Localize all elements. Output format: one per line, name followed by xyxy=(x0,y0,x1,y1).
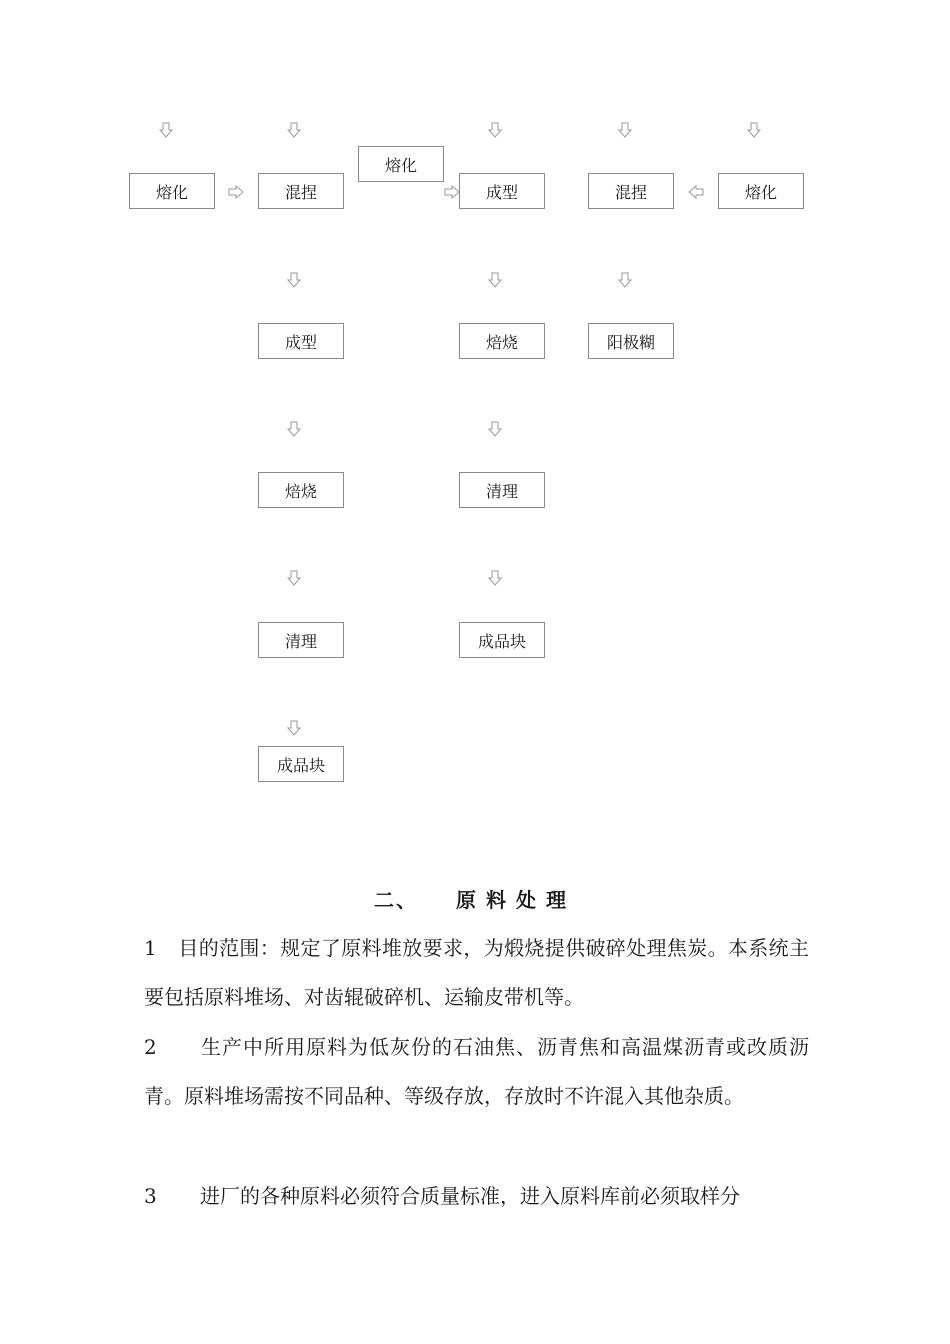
right-arrow-icon xyxy=(228,184,244,200)
paragraph-text: 生产中所用原料为低灰份的石油焦、沥青焦和高温煤沥青或改质沥青。原料堆场需按不同品种、等级存放，存放时不许混入其他杂质。 xyxy=(144,1035,809,1108)
down-arrow-icon xyxy=(286,272,302,288)
paragraph-2 xyxy=(144,1023,809,1120)
down-arrow-icon xyxy=(487,272,503,288)
down-arrow-icon xyxy=(158,122,174,138)
paragraph-number: 2 xyxy=(144,1035,157,1059)
down-arrow-icon xyxy=(286,570,302,586)
flow-box-clean-col2: 清理 xyxy=(258,622,344,658)
flow-box-form-col3: 成型 xyxy=(459,173,545,209)
paragraph-text: 目的范围：规定了原料堆放要求，为煅烧提供破碎处理焦炭。本系统主要包括原料堆场、对齿辊破碎机、运输皮带机等。 xyxy=(144,936,809,1009)
flow-box-finished-col2: 成品块 xyxy=(258,746,344,782)
right-arrow-icon xyxy=(444,184,460,200)
flow-box-bake-col2: 焙烧 xyxy=(258,472,344,508)
flow-box-mix-col4: 混捏 xyxy=(588,173,674,209)
down-arrow-icon xyxy=(487,122,503,138)
paragraph-text: 进厂的各种原料必须符合质量标准，进入原料库前必须取样分 xyxy=(200,1184,740,1208)
flow-box-mix-col2: 混捏 xyxy=(258,173,344,209)
flow-box-anode-paste: 阳极糊 xyxy=(588,323,674,359)
flow-box-bake-col3: 焙烧 xyxy=(459,323,545,359)
down-arrow-icon xyxy=(487,570,503,586)
paragraph-number: 1 xyxy=(144,936,157,960)
down-arrow-icon xyxy=(286,122,302,138)
down-arrow-icon xyxy=(286,421,302,437)
left-arrow-icon xyxy=(688,184,704,200)
flow-box-melt-right: 熔化 xyxy=(718,173,804,209)
flow-box-melt-left: 熔化 xyxy=(129,173,215,209)
flow-box-melt-middle: 熔化 xyxy=(358,146,444,182)
paragraph-3 xyxy=(144,1172,809,1221)
flow-box-form-col2: 成型 xyxy=(258,323,344,359)
paragraph-number: 3 xyxy=(144,1184,157,1208)
down-arrow-icon xyxy=(746,122,762,138)
section-heading xyxy=(0,884,950,913)
down-arrow-icon xyxy=(286,720,302,736)
section-number: 二、 xyxy=(374,888,418,912)
flow-box-clean-col3: 清理 xyxy=(459,472,545,508)
down-arrow-icon xyxy=(617,122,633,138)
section-title: 原料处理 xyxy=(456,888,576,912)
paragraph-1 xyxy=(144,924,809,1021)
flow-box-finished-col3: 成品块 xyxy=(459,622,545,658)
down-arrow-icon xyxy=(487,421,503,437)
down-arrow-icon xyxy=(617,272,633,288)
